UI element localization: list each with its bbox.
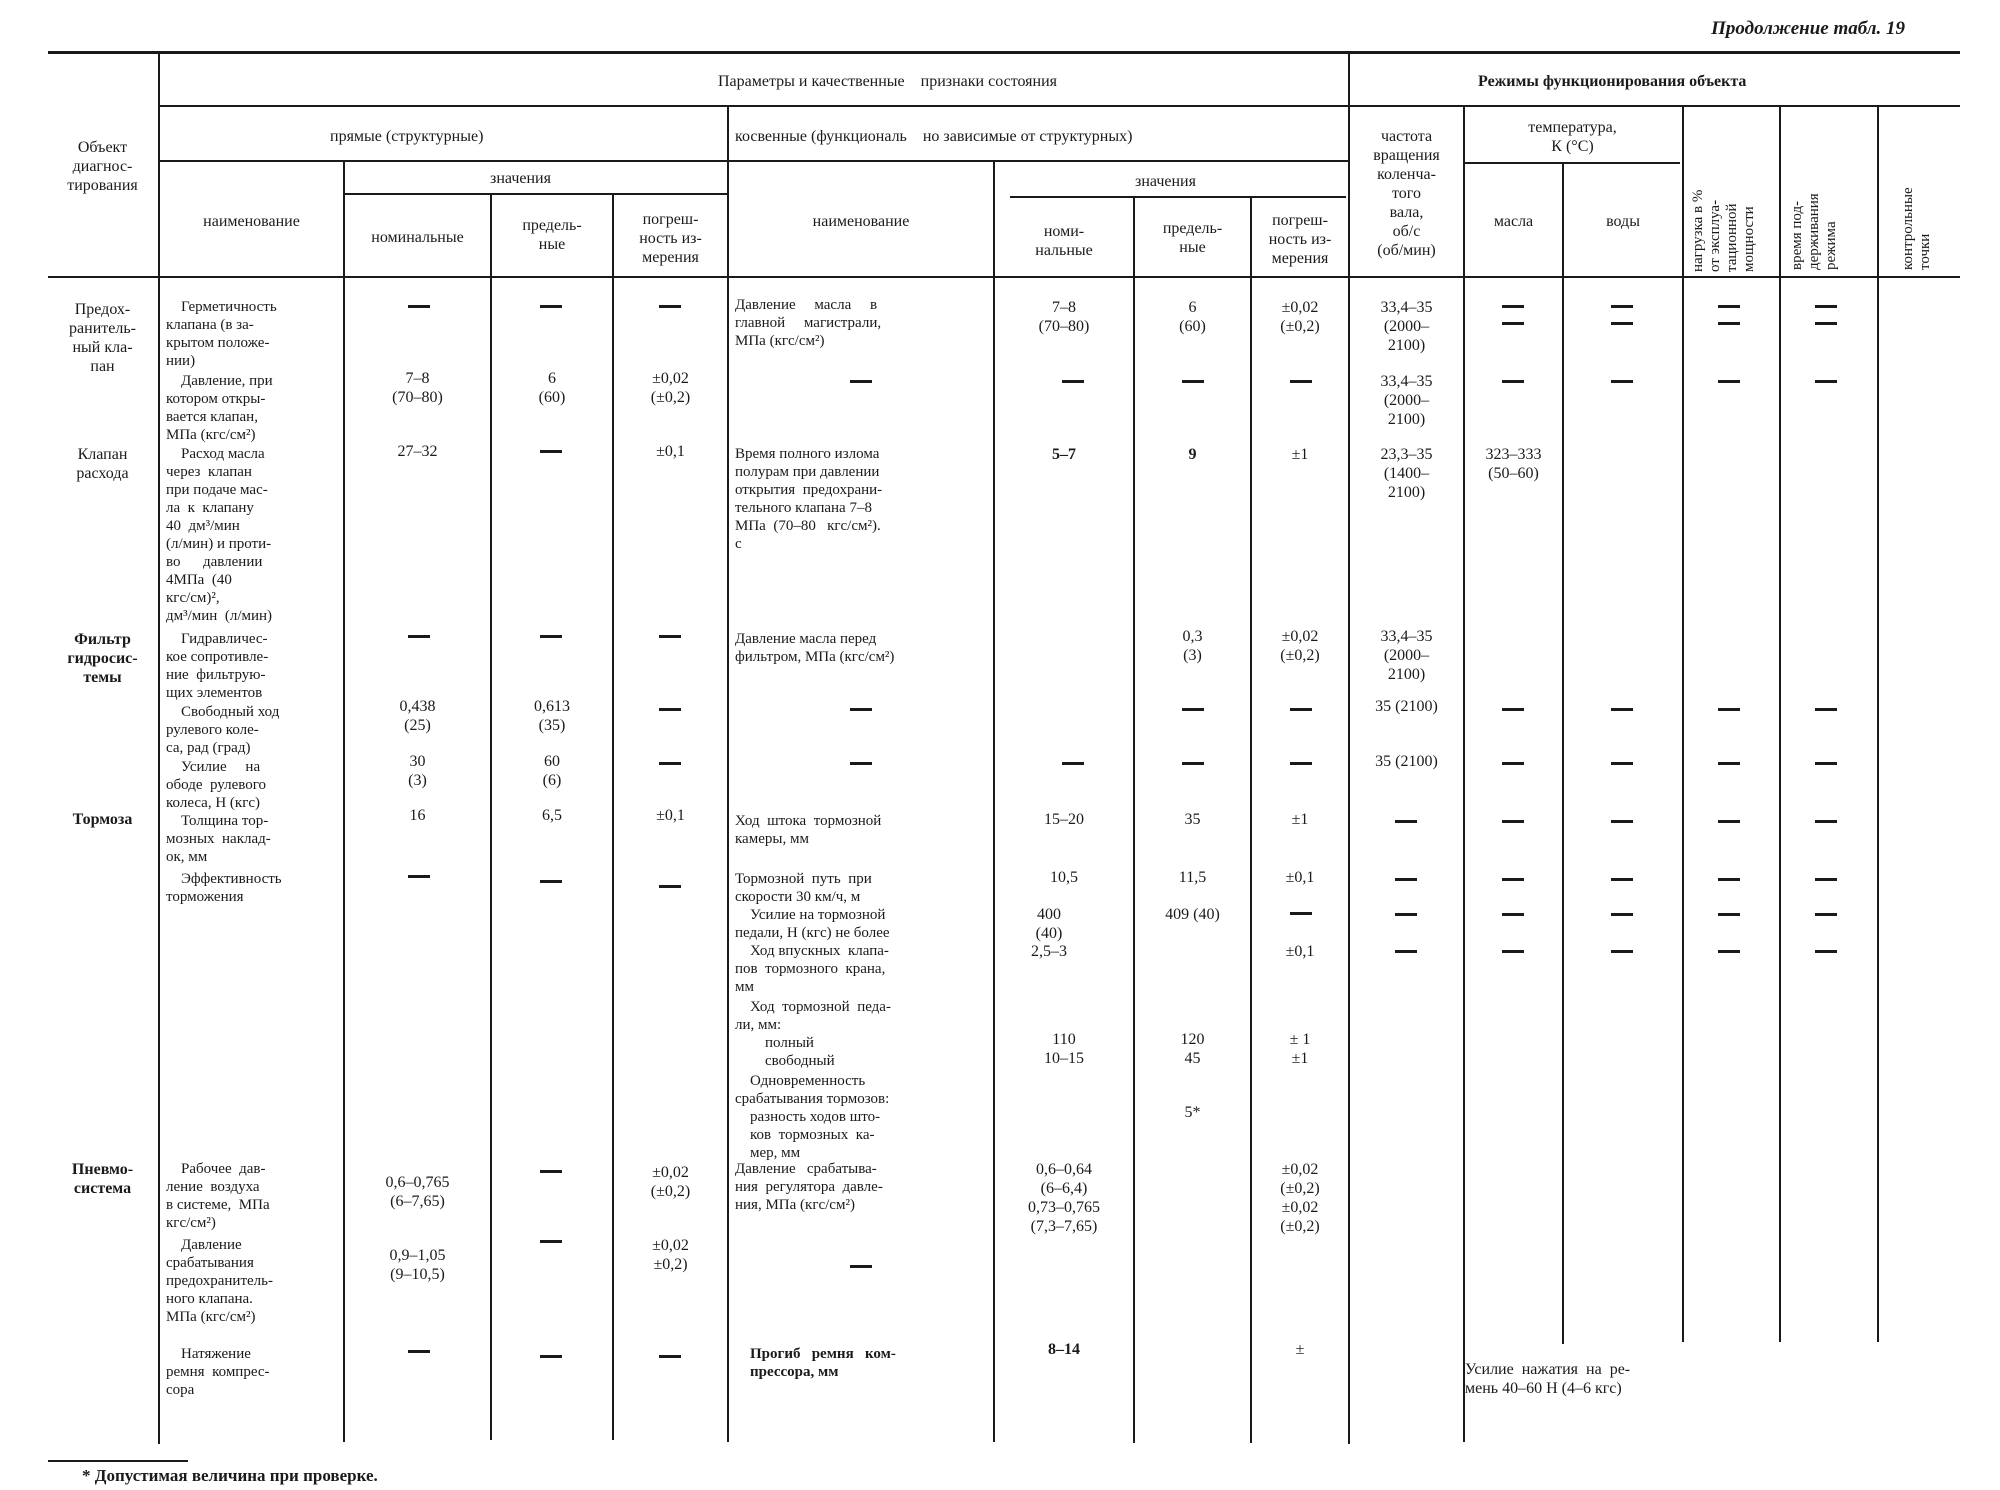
belt-tension-note: Усилие нажатия на ре- мень 40–60 Н (4–6 кгс)	[1465, 1361, 1631, 1397]
empty-dash	[1815, 913, 1837, 916]
empty-dash	[1502, 305, 1524, 308]
object-hydraulic-filter: Фильтр гидросис- темы	[67, 631, 138, 686]
empty-dash	[1182, 708, 1204, 711]
empty-dash	[850, 708, 872, 711]
header-name-indirect: наименование	[812, 213, 910, 230]
empty-dash	[1815, 708, 1837, 711]
header-points: контрольные точки	[1900, 187, 1933, 270]
empty-dash	[1611, 913, 1633, 916]
direct-name: Усилие на ободе рулевого колеса, Н (кгс)	[166, 759, 267, 811]
indirect-name: Одновременность срабатывания тормозов: разность ходов што- ков тормозных ка- мер, мм	[735, 1073, 890, 1161]
col-divider	[1877, 107, 1879, 1342]
rpm-value: 23,3–35 (1400– 2100)	[1380, 446, 1433, 501]
indirect-limit: 409 (40)	[1165, 906, 1220, 923]
indirect-nominal: 110 10–15	[1044, 1031, 1084, 1067]
empty-dash	[1290, 762, 1312, 765]
header-limit: предель- ные	[522, 217, 582, 253]
empty-dash	[659, 708, 681, 711]
direct-name: Давление срабатывания предохранитель- ного клапана. МПа (кгс/см²)	[166, 1237, 273, 1325]
header-limit-indirect: предель- ные	[1162, 220, 1223, 256]
empty-dash	[1502, 820, 1524, 823]
direct-error: ±0,02 (±0,2)	[650, 1164, 691, 1200]
empty-dash	[1815, 762, 1837, 765]
direct-name: Натяжение ремня компрес- сора	[166, 1346, 270, 1398]
top-rule	[48, 51, 1960, 54]
indirect-name: Время полного излома полурам при давлении открытия предохрани- тельного клапана 7–8 МПа (70–80 кгс/см²). с	[735, 446, 883, 552]
direct-name: Рабочее дав- ление воздуха в системе, МПа кгс/см²)	[166, 1161, 270, 1231]
rule-temp	[1465, 162, 1680, 164]
empty-dash	[1611, 305, 1633, 308]
empty-dash	[540, 880, 562, 883]
header-nominal-indirect: номи- нальные	[1035, 223, 1093, 259]
indirect-nominal: 15–20	[1044, 811, 1084, 828]
empty-dash	[1290, 380, 1312, 383]
direct-name: Расход масла через клапан при подаче мас- ла к клапану 40 дм³/мин (л/мин) и проти- во давлении 4МПа (40 кгс/см)², дм³/мин (л/мин)	[166, 446, 273, 624]
header-name-direct: наименование	[203, 213, 300, 230]
indirect-error: ±0,02 (±0,2)	[1280, 299, 1320, 335]
empty-dash	[1611, 708, 1633, 711]
indirect-limit: 11,5	[1178, 869, 1207, 886]
direct-nominal: 0,9–1,05 (9–10,5)	[389, 1247, 446, 1283]
empty-dash	[1502, 762, 1524, 765]
indirect-name: Ход тормозной педа- ли, мм: полный свободный	[735, 999, 891, 1069]
header-object: Объект диагнос- тирования	[67, 139, 138, 194]
empty-dash	[408, 1350, 430, 1353]
indirect-error: ±0,1	[1285, 869, 1315, 886]
indirect-error: ±1	[1291, 811, 1309, 828]
empty-dash	[540, 450, 562, 453]
col-divider	[1348, 54, 1350, 1444]
indirect-limit: 9	[1188, 446, 1197, 463]
empty-dash	[1611, 762, 1633, 765]
empty-dash	[659, 1355, 681, 1358]
indirect-limit: 120 45	[1180, 1031, 1205, 1067]
indirect-error: ±	[1295, 1341, 1305, 1358]
header-indirect: косвенные (функциональ но зависимые от структурных)	[735, 128, 1133, 145]
object-brakes: Тормоза	[72, 811, 133, 828]
empty-dash	[1502, 380, 1524, 383]
empty-dash	[1182, 762, 1204, 765]
indirect-error: ±0,02 (±0,2)	[1280, 628, 1320, 664]
rpm-value: 33,4–35 (2000– 2100)	[1380, 299, 1433, 354]
col-divider	[1682, 107, 1684, 1342]
empty-dash	[659, 885, 681, 888]
empty-dash	[1815, 305, 1837, 308]
empty-dash	[408, 875, 430, 878]
empty-dash	[1611, 950, 1633, 953]
header-hold: время под- держивания режима	[1789, 193, 1839, 270]
empty-dash	[1718, 762, 1740, 765]
empty-dash	[1718, 820, 1740, 823]
indirect-limit: 5*	[1184, 1104, 1201, 1121]
empty-dash	[850, 762, 872, 765]
direct-limit: 0,613 (35)	[534, 698, 570, 734]
empty-dash	[540, 1170, 562, 1173]
indirect-name: Усилие на тормозной педали, Н (кгс) не более	[735, 907, 890, 941]
empty-dash	[1718, 305, 1740, 308]
rule-groups	[160, 160, 1350, 162]
empty-dash	[1502, 708, 1524, 711]
direct-name: Толщина тор- мозных наклад- ок, мм	[166, 813, 271, 865]
object-flow-valve: Клапан расхода	[76, 446, 129, 482]
direct-error: ±0,02 ±0,2)	[652, 1237, 689, 1273]
empty-dash	[1718, 950, 1740, 953]
direct-nominal: 7–8 (70–80)	[392, 370, 443, 406]
empty-dash	[408, 635, 430, 638]
indirect-nominal: 8–14	[1048, 1341, 1080, 1358]
indirect-error: ±0,02 (±0,2) ±0,02 (±0,2)	[1280, 1161, 1320, 1235]
empty-dash	[540, 305, 562, 308]
direct-name: Эффективность торможения	[166, 871, 282, 905]
indirect-limit: 6 (60)	[1179, 299, 1206, 335]
col-divider	[1779, 107, 1781, 1342]
header-bottom-rule	[48, 276, 1960, 278]
header-oil: масла	[1493, 213, 1534, 230]
header-error: погреш- ность из- мерения	[639, 211, 702, 266]
indirect-error: ± 1 ±1	[1289, 1031, 1311, 1067]
empty-dash	[659, 762, 681, 765]
rpm-value: 35 (2100)	[1375, 753, 1438, 770]
empty-dash	[1718, 878, 1740, 881]
empty-dash	[850, 1265, 872, 1268]
direct-error: ±0,1	[656, 443, 685, 460]
indirect-name: Давление масла перед фильтром, МПа (кгс/см²)	[735, 631, 895, 665]
empty-dash	[1815, 820, 1837, 823]
empty-dash	[540, 1240, 562, 1243]
empty-dash	[1815, 878, 1837, 881]
empty-dash	[1815, 950, 1837, 953]
empty-dash	[1718, 708, 1740, 711]
empty-dash	[1290, 912, 1312, 915]
object-pneumatic-system: Пневмо- система	[71, 1161, 134, 1197]
empty-dash	[1718, 913, 1740, 916]
empty-dash	[1395, 950, 1417, 953]
empty-dash	[1502, 322, 1524, 325]
empty-dash	[540, 1355, 562, 1358]
direct-name: Свободный ход рулевого коле- са, рад (град)	[166, 704, 280, 756]
rule-values-indirect	[1010, 196, 1346, 198]
header-direct: прямые (структурные)	[330, 128, 484, 145]
continuation-label: Продолжение табл. 19	[1711, 18, 1905, 39]
rpm-value: 33,4–35 (2000– 2100)	[1380, 373, 1433, 428]
indirect-name: Давление срабатыва- ния регулятора давле- ния, МПа (кгс/см²)	[735, 1161, 883, 1213]
header-values-direct: значения	[490, 170, 551, 187]
rule-values-direct	[343, 193, 728, 195]
direct-nominal: 30 (3)	[408, 753, 427, 789]
direct-nominal: 0,438 (25)	[399, 698, 436, 734]
header-water: воды	[1606, 213, 1640, 230]
object-safety-valve: Предох- ранитель- ный кла- пан	[69, 301, 136, 375]
empty-dash	[1062, 762, 1084, 765]
empty-dash	[850, 380, 872, 383]
indirect-nominal: 0,6–0,64 (6–6,4) 0,73–0,765 (7,3–7,65)	[1028, 1161, 1100, 1235]
indirect-nominal: 7–8 (70–80)	[1038, 299, 1090, 335]
empty-dash	[1815, 322, 1837, 325]
indirect-limit: 0,3 (3)	[1182, 628, 1203, 664]
empty-dash	[1395, 878, 1417, 881]
col-divider	[1463, 107, 1465, 1442]
indirect-name: Давление масла в главной магистрали, МПа (кгс/см²)	[735, 297, 882, 349]
indirect-nominal: 5–7	[1052, 446, 1076, 463]
empty-dash	[1502, 913, 1524, 916]
indirect-name: Ход штока тормозной камеры, мм	[735, 813, 882, 847]
empty-dash	[659, 305, 681, 308]
direct-limit: 6 (60)	[538, 370, 566, 406]
header-values-indirect: значения	[1135, 173, 1196, 190]
indirect-error: ±0,1	[1285, 943, 1315, 960]
empty-dash	[408, 305, 430, 308]
header-nominal: номинальные	[371, 229, 464, 246]
col-divider	[1562, 164, 1564, 1344]
empty-dash	[1395, 913, 1417, 916]
rpm-value: 35 (2100)	[1375, 698, 1438, 715]
header-temp: температура, К (°С)	[1528, 119, 1617, 155]
empty-dash	[540, 635, 562, 638]
empty-dash	[1611, 322, 1633, 325]
empty-dash	[1611, 820, 1633, 823]
header-rpm: частота вращения коленча- того вала, об/с (об/мин)	[1373, 128, 1440, 259]
indirect-name: Ход впускных клапа- пов тормозного крана, мм	[735, 943, 889, 995]
col-divider	[727, 107, 729, 1442]
indirect-nominal: 2,5–3	[1031, 943, 1067, 960]
indirect-name: Тормозной путь при скорости 30 км/ч, м	[735, 871, 872, 905]
empty-dash	[1718, 322, 1740, 325]
indirect-nominal: 10,5	[1050, 869, 1078, 886]
oil-temp-value: 323–333 (50–60)	[1485, 446, 1542, 482]
col-divider	[993, 162, 995, 1442]
header-modes-group: Режимы функционирования объекта	[1478, 73, 1747, 90]
direct-nominal: 27–32	[397, 443, 438, 460]
direct-name: Давление, при котором откры- вается клапан, МПа (кгс/см²)	[166, 373, 273, 443]
direct-error: ±0,1	[656, 807, 685, 824]
direct-error: ±0,02 (±0,2)	[650, 370, 691, 406]
indirect-limit: 35	[1184, 811, 1201, 828]
direct-name: Гидравличес- кое сопротивле- ние фильтрую- щих элементов	[166, 631, 269, 701]
footnote: * Допустимая величина при проверке.	[82, 1466, 378, 1485]
indirect-nominal: 400 (40)	[1035, 906, 1063, 942]
empty-dash	[1182, 380, 1204, 383]
empty-dash	[1395, 820, 1417, 823]
header-params-group: Параметры и качественные признаки состояния	[718, 73, 1058, 90]
direct-nominal: 0,6–0,765 (6–7,65)	[385, 1174, 450, 1210]
empty-dash	[1502, 950, 1524, 953]
empty-dash	[1611, 878, 1633, 881]
col-divider	[158, 54, 160, 1444]
header-load: нагрузка в % от эксплуа- тационной мощности	[1690, 189, 1757, 272]
rule-params	[160, 105, 1960, 107]
header-error-indirect: погреш- ность из- мерения	[1268, 212, 1332, 267]
direct-limit: 6,5	[542, 807, 562, 824]
direct-limit: 60 (6)	[542, 753, 562, 789]
indirect-name: Прогиб ремня ком- прессора, мм	[750, 1346, 896, 1380]
empty-dash	[1062, 380, 1084, 383]
empty-dash	[1502, 878, 1524, 881]
empty-dash	[1718, 380, 1740, 383]
indirect-error: ±1	[1291, 446, 1309, 463]
empty-dash	[1290, 708, 1312, 711]
empty-dash	[659, 635, 681, 638]
empty-dash	[1815, 380, 1837, 383]
direct-nominal: 16	[409, 807, 426, 824]
footnote-rule	[48, 1460, 188, 1462]
empty-dash	[1611, 380, 1633, 383]
rpm-value: 33,4–35 (2000– 2100)	[1380, 628, 1433, 683]
direct-name: Герметичность клапана (в за- крытом положе- нии)	[166, 299, 277, 369]
